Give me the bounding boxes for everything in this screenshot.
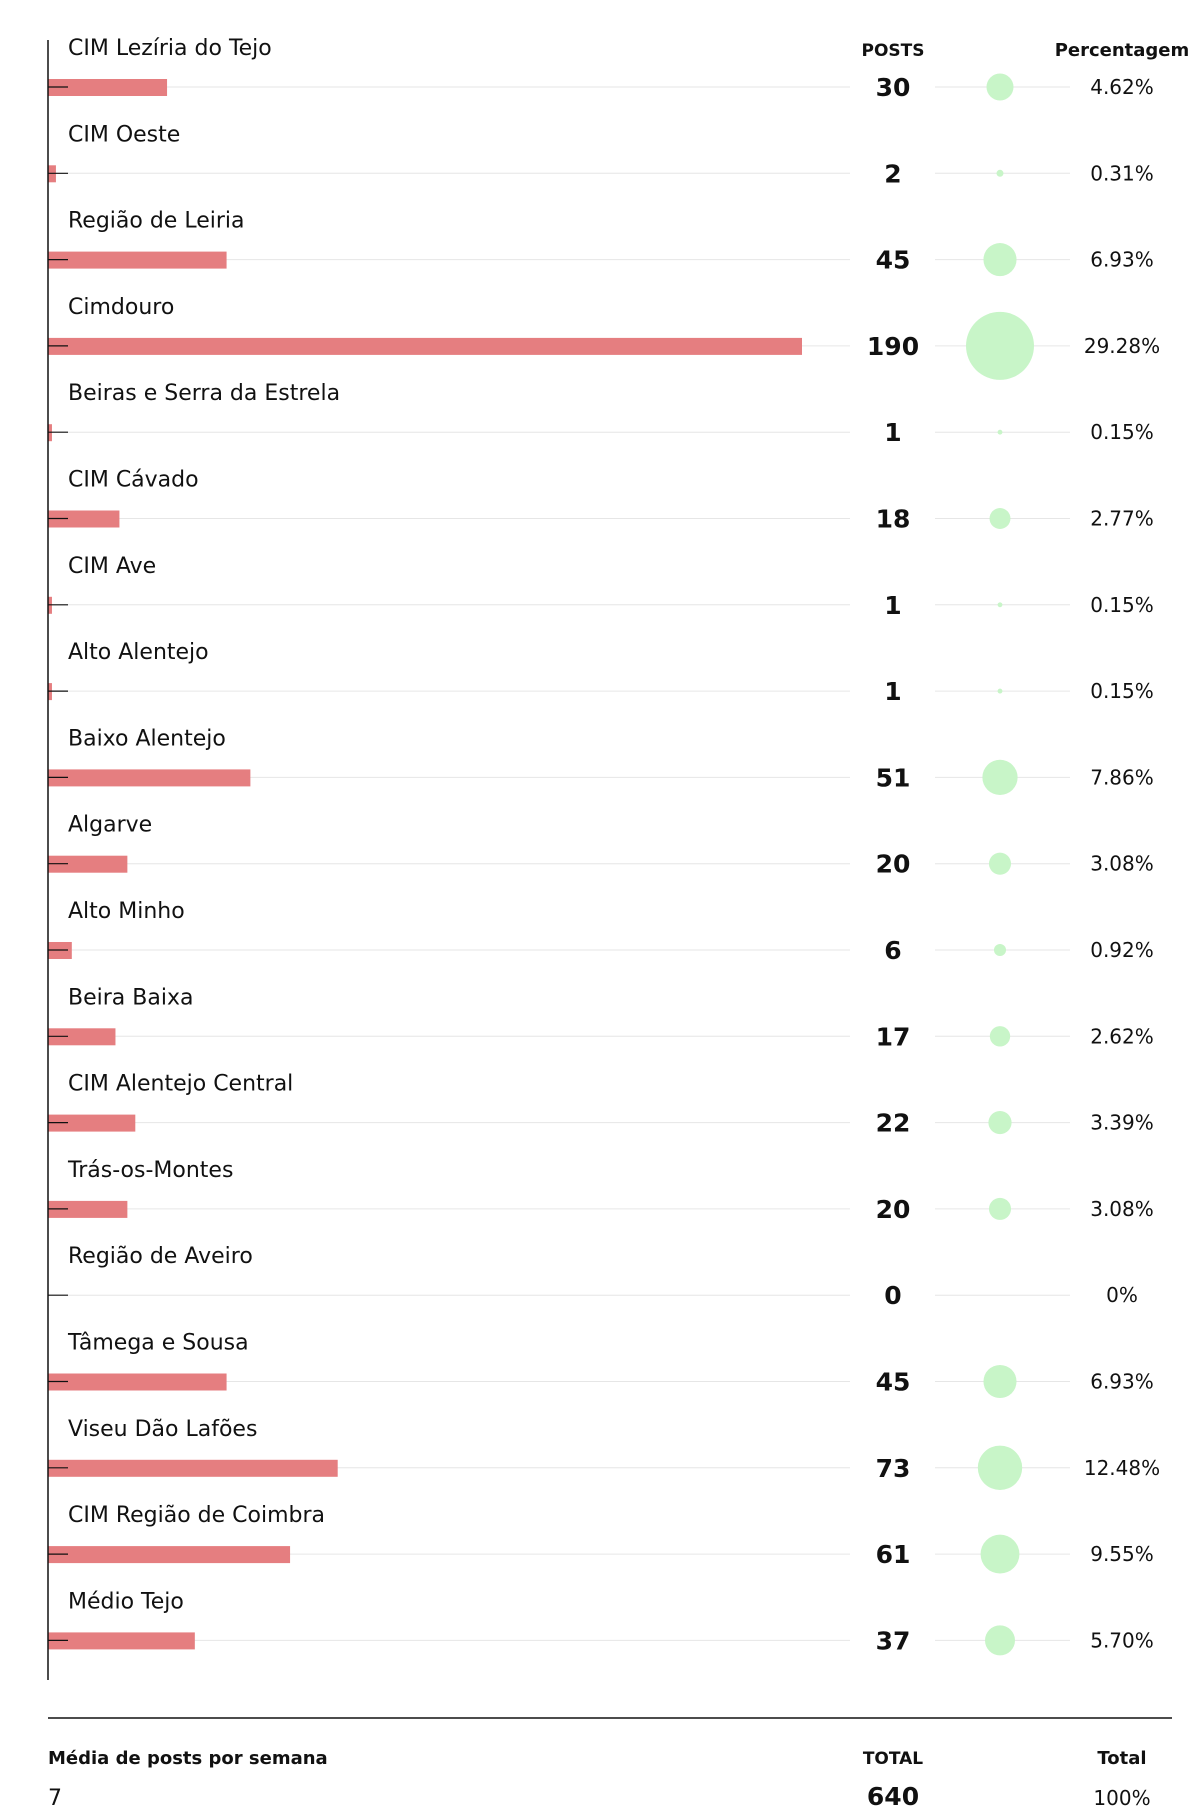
percentage-value: 7.86% — [1090, 765, 1154, 790]
percentage-value: 5.70% — [1090, 1628, 1154, 1653]
total-posts-label: TOTAL — [862, 1749, 924, 1769]
percentage-bubble — [998, 430, 1003, 435]
percentage-header: Percentagem — [1054, 40, 1190, 61]
chart-row — [48, 1158, 1154, 1224]
chart-row — [48, 985, 1154, 1051]
posts-bar — [48, 1374, 227, 1391]
chart-row — [48, 36, 1154, 102]
posts-value: 22 — [875, 1108, 911, 1138]
posts-value: 61 — [875, 1540, 911, 1570]
chart-rows — [48, 36, 1160, 1655]
chart-row — [48, 1417, 1160, 1490]
percentage-bubble — [966, 312, 1034, 380]
posts-bar — [48, 1546, 290, 1563]
posts-bar — [48, 1632, 195, 1649]
posts-value: 1 — [884, 677, 902, 707]
posts-value: 45 — [875, 245, 911, 275]
percentage-bubble — [989, 1198, 1011, 1220]
chart-row — [48, 381, 1154, 447]
region-label: CIM Ave — [68, 553, 157, 579]
region-label: CIM Oeste — [68, 122, 181, 148]
percentage-bubble — [986, 73, 1013, 100]
total-percentage-label: Total — [1097, 1748, 1147, 1769]
percentage-bubble — [978, 1446, 1022, 1490]
percentage-bubble — [988, 1111, 1011, 1134]
region-label: Médio Tejo — [68, 1589, 184, 1615]
posts-value: 1 — [884, 590, 902, 620]
percentage-bubble — [983, 1365, 1016, 1398]
posts-bar — [48, 769, 250, 786]
chart-row — [48, 1072, 1154, 1138]
percentage-bubble — [983, 243, 1016, 276]
chart-row — [48, 1503, 1154, 1573]
region-label: CIM Região de Coimbra — [68, 1503, 326, 1529]
posts-value: 73 — [875, 1453, 911, 1483]
region-label: Alto Minho — [68, 899, 185, 924]
posts-bar — [48, 338, 802, 355]
percentage-value: 4.62% — [1090, 75, 1154, 99]
posts-value: 2 — [884, 159, 902, 189]
posts-value: 18 — [875, 504, 911, 534]
posts-value: 190 — [866, 331, 920, 361]
posts-value: 1 — [884, 418, 902, 448]
chart-header — [862, 40, 1190, 61]
percentage-bubble — [982, 760, 1017, 795]
posts-value: 45 — [875, 1367, 911, 1397]
chart-row — [48, 468, 1154, 534]
chart-row — [48, 1331, 1154, 1399]
percentage-value: 0.15% — [1090, 592, 1154, 617]
chart-row — [48, 554, 1154, 620]
chart-row — [48, 1244, 1138, 1310]
percentage-value: 9.55% — [1090, 1542, 1154, 1567]
posts-value: 51 — [875, 763, 911, 793]
percentage-value: 0.31% — [1090, 161, 1154, 186]
chart-row — [48, 640, 1154, 706]
weekly-average-value: 7 — [48, 1786, 62, 1811]
percentage-bubble — [985, 1625, 1015, 1655]
percentage-value: 0.15% — [1090, 679, 1154, 704]
region-label: Tâmega e Sousa — [68, 1330, 249, 1356]
percentage-value: 0% — [1106, 1283, 1138, 1308]
region-label: CIM Alentejo Central — [68, 1071, 294, 1097]
chart-footer — [48, 1748, 1151, 1811]
percentage-bubble — [998, 602, 1003, 607]
region-label: Região de Aveiro — [68, 1244, 253, 1270]
percentage-value: 0.92% — [1090, 938, 1154, 962]
region-label: Viseu Dão Lafões — [68, 1416, 258, 1442]
percentage-value: 2.77% — [1090, 506, 1154, 531]
region-label: Trás-os-Montes — [68, 1157, 234, 1183]
posts-value: 0 — [884, 1281, 902, 1311]
percentage-value: 2.62% — [1090, 1024, 1154, 1049]
percentage-value: 29.28% — [1083, 333, 1161, 358]
chart-row — [48, 899, 1154, 965]
chart-row — [48, 813, 1154, 879]
percentage-value: 6.93% — [1090, 247, 1154, 272]
percentage-bubble — [989, 853, 1011, 875]
posts-value: 30 — [875, 73, 911, 102]
region-label: Algarve — [68, 812, 153, 838]
region-label: Alto Alentejo — [68, 640, 209, 666]
region-label: Beiras e Serra da Estrela — [68, 381, 341, 407]
chart-row — [48, 122, 1154, 188]
chart-row — [48, 209, 1154, 277]
chart-row — [48, 295, 1160, 380]
posts-header: POSTS — [861, 41, 925, 61]
percentage-bubble — [990, 1026, 1010, 1046]
total-percentage-value: 100% — [1093, 1786, 1151, 1810]
posts-value: 17 — [875, 1022, 911, 1052]
posts-bar — [48, 1460, 338, 1477]
posts-bar — [48, 252, 227, 269]
posts-value: 37 — [875, 1626, 911, 1656]
percentage-value: 3.08% — [1090, 851, 1154, 876]
region-label: Beira Baixa — [68, 985, 194, 1011]
percentage-bubble — [994, 944, 1006, 956]
chart-row — [48, 1589, 1154, 1655]
chart-row — [48, 726, 1154, 795]
percentage-bubble — [981, 1535, 1020, 1574]
percentage-value: 3.39% — [1090, 1110, 1154, 1135]
weekly-average-label: Média de posts por semana — [48, 1748, 328, 1769]
percentage-bubble — [998, 689, 1003, 694]
region-label: Região de Leiria — [68, 208, 245, 234]
posts-value: 20 — [875, 1194, 911, 1224]
percentage-bubble — [997, 170, 1004, 177]
percentage-bubble — [990, 508, 1011, 529]
percentage-value: 12.48% — [1083, 1455, 1161, 1480]
percentage-value: 6.93% — [1090, 1369, 1154, 1394]
percentage-value: 3.08% — [1090, 1196, 1154, 1221]
region-label: CIM Lezíria do Tejo — [68, 36, 272, 61]
region-label: Cimdouro — [68, 294, 175, 320]
posts-value: 6 — [884, 936, 902, 965]
total-posts-value: 640 — [866, 1782, 920, 1811]
posts-value: 20 — [875, 849, 911, 879]
percentage-value: 0.15% — [1090, 420, 1154, 445]
region-label: CIM Cávado — [68, 467, 199, 493]
region-label: Baixo Alentejo — [68, 726, 226, 752]
